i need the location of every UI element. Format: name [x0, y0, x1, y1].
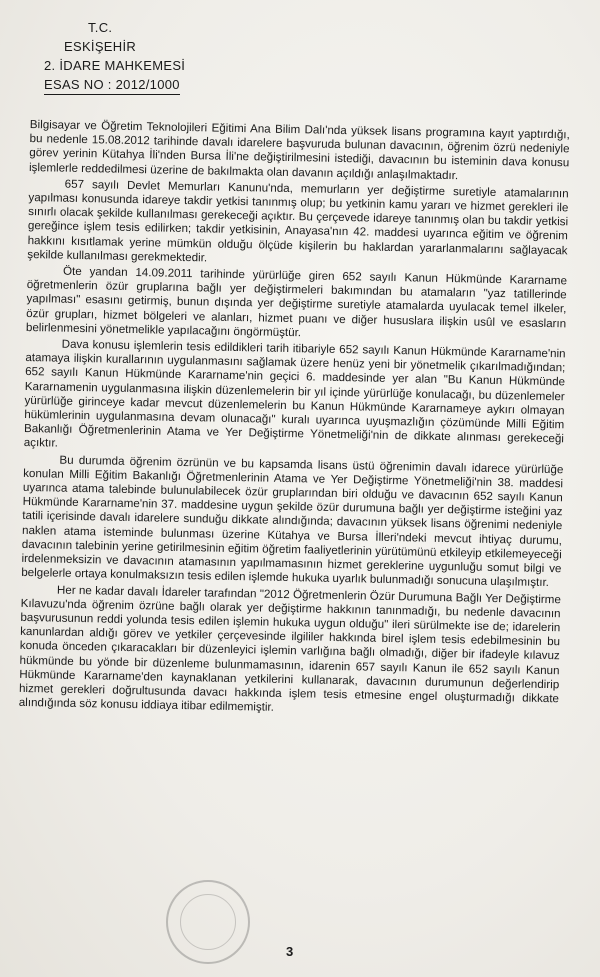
header-case-number: ESAS NO : 2012/1000 — [44, 75, 180, 95]
document-header — [44, 18, 185, 95]
header-city: ESKİŞEHİR — [64, 39, 137, 54]
paragraph: Öte yandan 14.09.2011 tarihinde yürürlüğe giren 652 sayılı Kanun Hükmünde Kararname öğretmenlerin özür gruplarına bağlı yer değiştirmeleri bakımından bu atamaların "yaz tatillerinde yapılması" esasını getirmiş, bunun dışında yer değiştirme suretiyle atamalarda uyulacak temel ilkeler, özür grupları, hizmet bölgeleri ve alanları, hizmet puanı ve diğer hususlara ilişkin usûl ve esasların belirlenmesini yönetmelikle yapılacağını öngörmüştür. — [25, 264, 568, 340]
page-number: 3 — [286, 944, 294, 959]
header-court: 2. İDARE MAHKEMESİ — [44, 58, 186, 73]
document-body — [19, 118, 570, 723]
paragraph: Bu durumda öğrenim özrünün ve bu kapsamda lisans üstü öğrenimin davalı idarece yürürlüğe konulan Milli Eğitim Bakanlığı Öğretmenlerinin Atama ve Yer Değiştirme Yönetmeliği'nin 38. maddesi uyarınca atama talebinde bulunulabilecek özür gruplarından biri olduğu ve davacının 652 sayılı Kanun Hükmünde Kararname'nin 37. maddesine uygun şekilde özür durumuna bağlı yer değiştirme isteğini yaz tatili içerisinde davalı idarelere sunduğu dikkate alındığında; davacının yüksek lisans öğrenimi nedeniyle naklen atama isteminde bulunması üzerine Kütahya ve Bursa İlleri'ndeki mevcut ihtiyaç durumu, davacının talebinin yerine getirilmesinin eğitim öğretim faaliyetlerinin yürütümünü etkileyip etkilemeyeceği irdelenmeksizin ve davacının atamasının yapılmamasının hizmet gereklerine uygunluğu somut bilgi ve belgelerle ortaya konulmaksızın tesis edilen işlemde hukuka uyarlık bulunmadığı sonucuna ulaşılmıştır. — [21, 453, 564, 590]
paragraph: 657 sayılı Devlet Memurları Kanunu'nda, memurların yer değiştirme suretiyle atamalarının yapılması konusunda idareye takdir yetkisi tanınmış olup; bu yetkinin kamu yararı ve hizmet gerekleri ile sınırlı olacak şekilde kullanılması gerekeceği açıktır. Bu çerçevede idareye tanınmış olan bu takdir yetkisi gereğince işlem tesis edilirken; takdir yetkisinin, Anayasa'nın 42. maddesi uyarınca eğitim ve öğrenim hakkını kısıtlamak yerine mümkün olduğu ölçüde kişilerin bu haklardan yararlanmalarını sağlayacak şekilde kullanılması gerekmektedir. — [27, 177, 569, 265]
paragraph: Her ne kadar davalı İdareler tarafından "2012 Öğretmenlerin Özür Durumuna Bağlı Yer Değiştirme Kılavuzu'nda öğrenim özrüne bağlı olarak yer değiştirme hakkının tanınmadığı, bu nedenle davacının başvurusunun reddi yolunda tesis edilen işlemin hukuka uygun olduğu" ileri sürülmekte ise de; idarelerin kanunlardan aldığı görev ve yetkiler çerçevesinde ilgililer hakkında birel işlem tesis edebilmesinin bu konuda önceden çıkaracakları bir düzenleyici işlemin varlığına bağlı olmadığı, diğer bir ifadeyle kılavuz hükmünde bu yönde bir düzenleme bulunmamasının, idarenin 657 sayılı Kanun ile 652 sayılı Kanun Hükmünde Kararname'den kaynaklanan yetkilerini kullanarak, davacının durumunun değerlendirip hizmet gerekleri doğrultusunda davacı hakkında işlem tesis etmesine engel oluşturmadığı dikkate alındığında söz konusu iddiaya itibar edilmemiştir. — [18, 583, 561, 714]
paragraph: Dava konusu işlemlerin tesis edildikleri tarih itibariyle 652 sayılı Kanun Hükmünde Kararname'nin atamaya ilişkin kurallarının uygulanmasını sağlamak üzere henüz yeni bir yönetmelik çıkarılmadığından; 652 sayılı Kanun Hükmünde Kararname'nin geçici 6. maddesinde yer alan "Bu Kanun Hükmünde Kararnamenin uygulanmasına ilişkin düzenlemelerin bir yıl içinde yürürlüğe konulacağı, bu düzenlemeler yürürlüğe girinceye kadar mevcut düzenlemelerin bu Kanun Hükmünde Kararnameye aykırı olmayan hükümlerinin uygulanmasına devam olunacağı" kuralı uyarınca uyuşmazlığın çözümünde Milli Eğitim Bakanlığı Öğretmenlerinin Atama ve Yer Değiştirme Yönetmeliği'nin de dikkate alınması gerekeceği açıktır. — [23, 337, 566, 451]
paragraph: Bilgisayar ve Öğretim Teknolojileri Eğitimi Ana Bilim Dalı'nda yüksek lisans programına kayıt yaptırdığı, bu nedenle 15.08.2012 tarihinde davalı idarelere başvuruda bulunan davacının, öğrenim özrü nedeniyle görev yerinin Kütahya İli'nden Bursa İli'ne değiştirilmesini istediği, davacının bu isteminin dava konusu işlemlerle reddedilmesi üzerine de bakılmakta olan davanın açıldığı anlaşılmaktadır. — [28, 118, 570, 182]
header-tc: T.C. — [88, 20, 113, 35]
court-seal — [166, 880, 250, 964]
